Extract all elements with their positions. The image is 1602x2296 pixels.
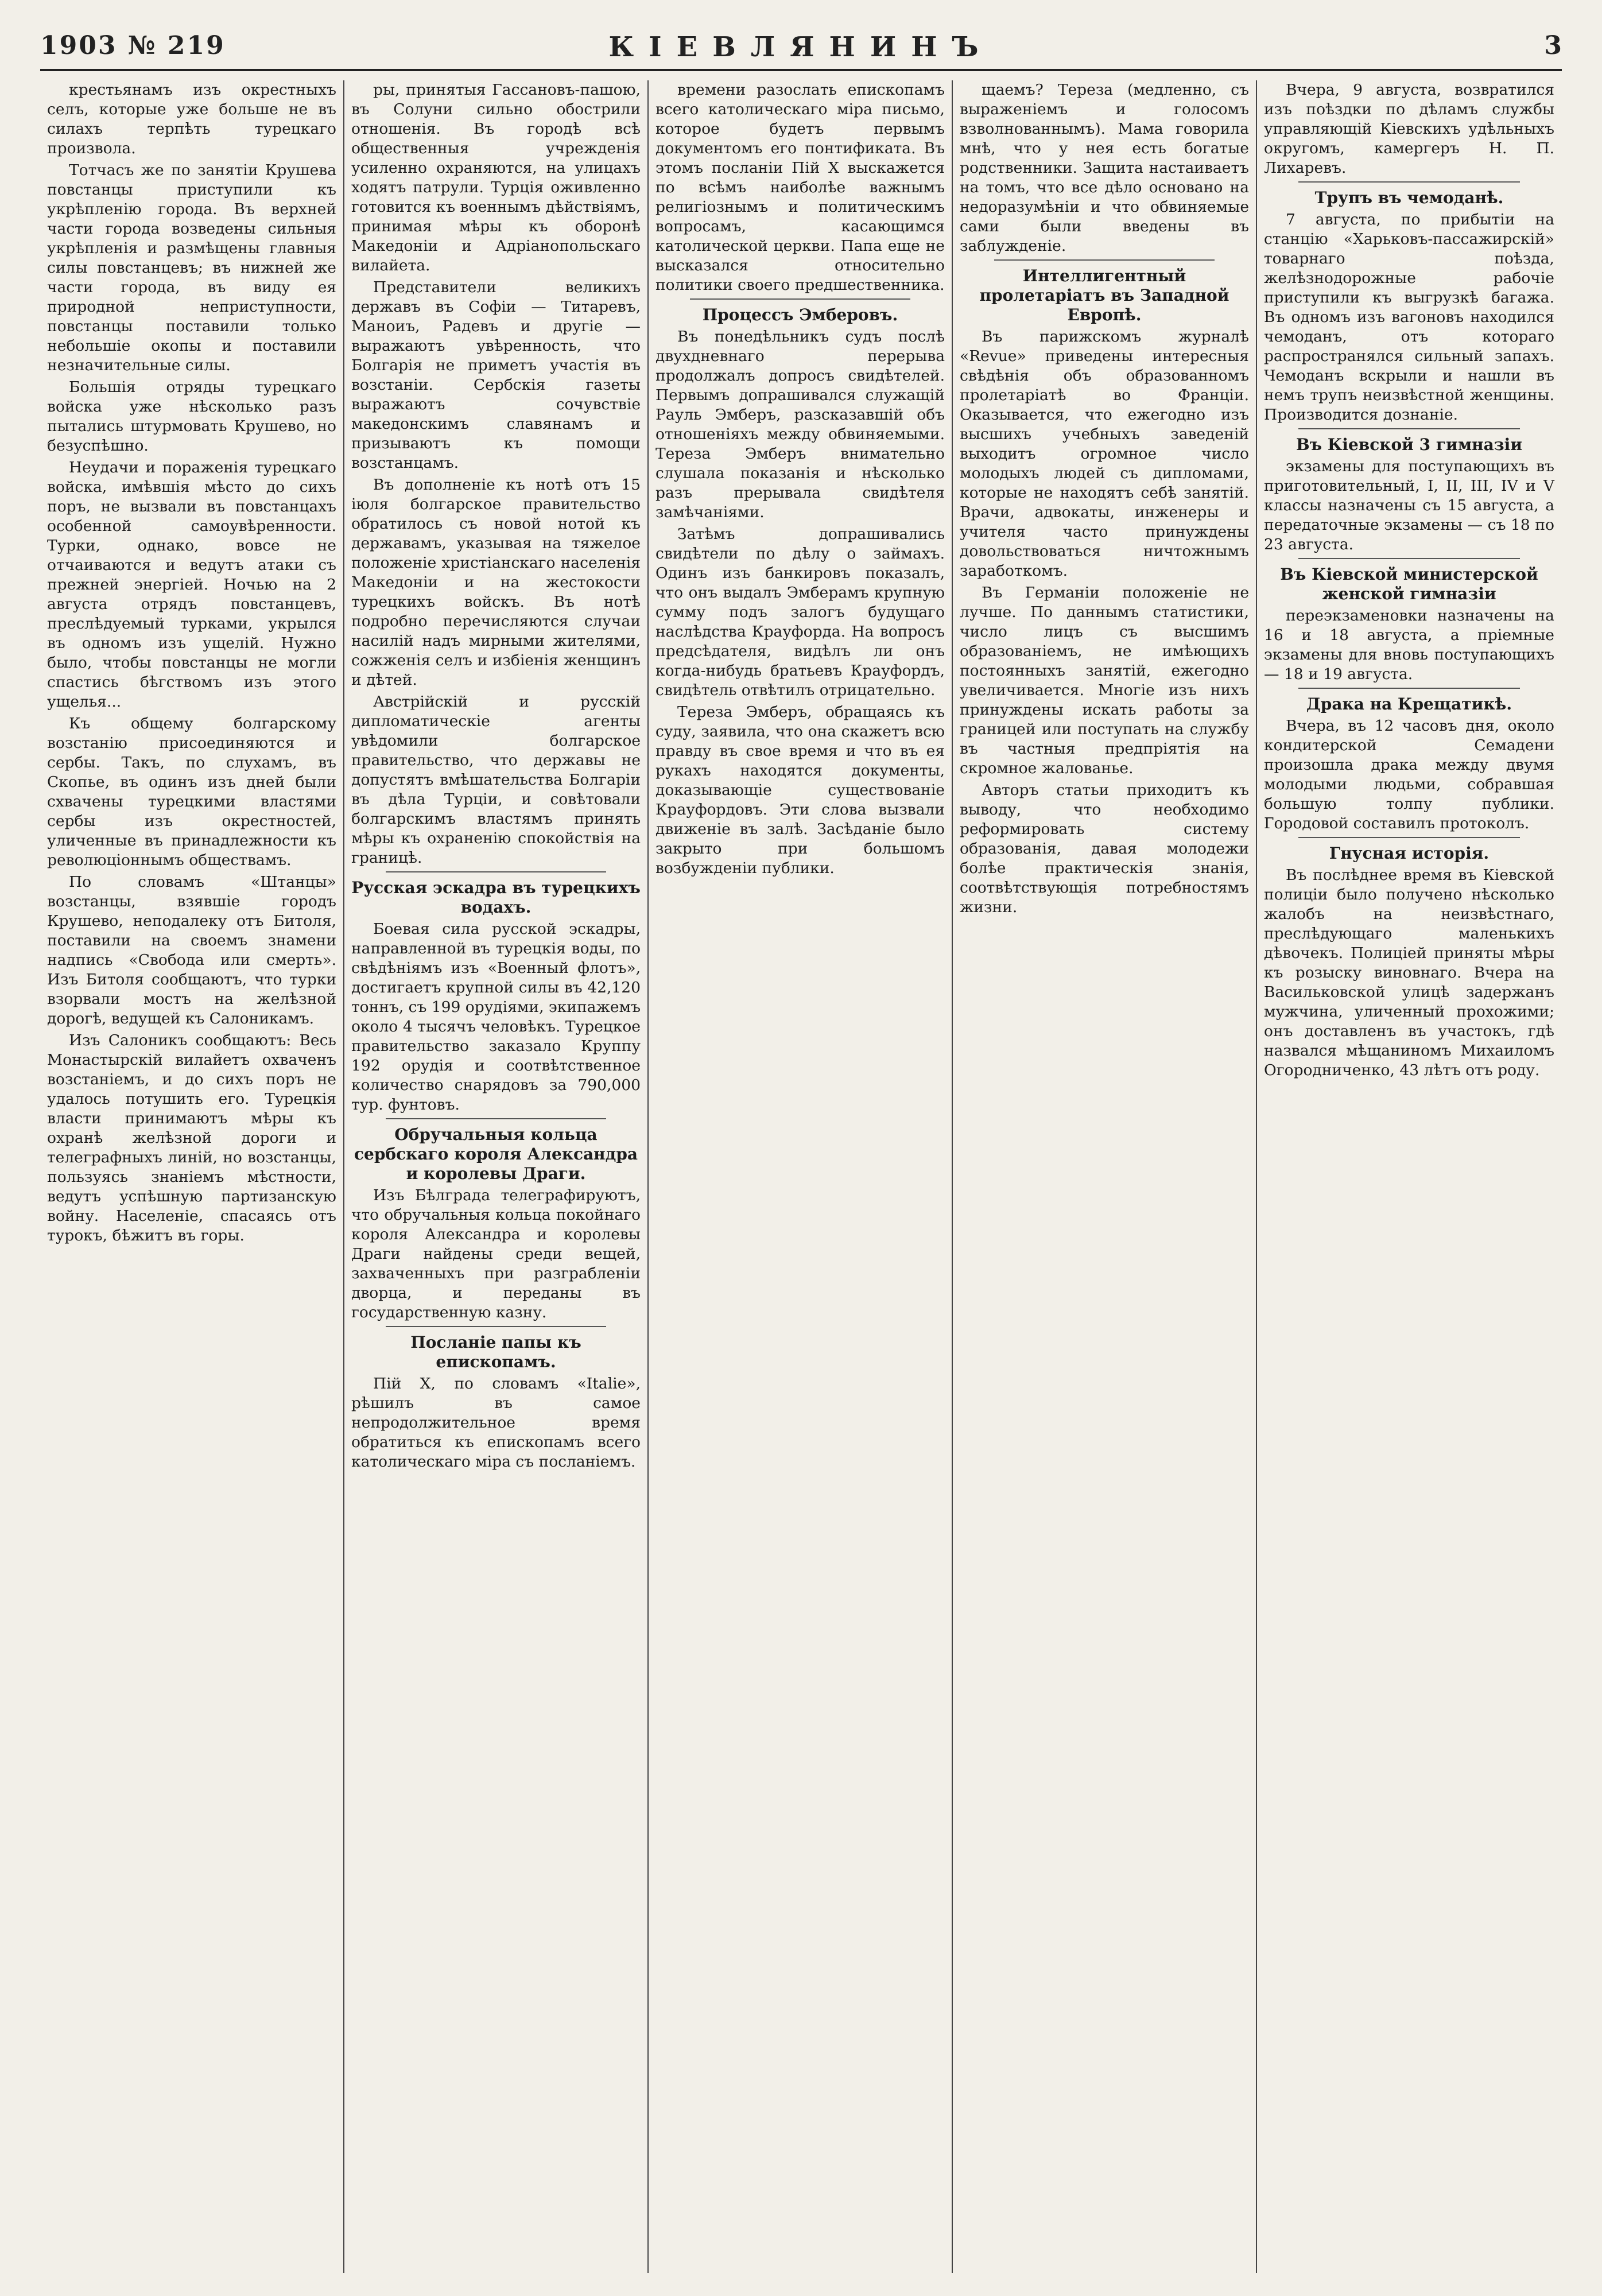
article xyxy=(1264,844,1554,1080)
article xyxy=(1264,695,1554,833)
article xyxy=(1264,80,1554,178)
article-headline: Драка на Крещатикѣ. xyxy=(1306,695,1512,713)
article-paragraph: времени разослать епископамъ всего католическаго міра письмо, которое будетъ первымъ документомъ его понтификата. Въ этомъ посланіи Пій X выскажется по всѣмъ наиболѣе важнымъ религіознымъ и политическимъ вопросамъ, касающимся католической церкви. Папа еще не высказался относительно политики своего предшественника. xyxy=(655,81,945,294)
column-5 xyxy=(1257,80,1561,2273)
article-headline: Гнусная исторія. xyxy=(1329,844,1489,863)
article-paragraph: Тереза Эмберъ, обращаясь къ суду, заявила, что она скажетъ всю правду въ свое время и что въ ея рукахъ находятся документы, доказывающіе существованіе Крауфордовъ. Эти слова вызвали движеніе въ залѣ. Засѣданіе было закрыто при большомъ возбужденіи публики. xyxy=(655,703,945,877)
article-paragraph: Тотчасъ же по занятіи Крушева повстанцы приступили къ укрѣпленію города. Въ верхней части города возведены сильныя укрѣпленія и размѣщены главныя силы повстанцевъ; въ нижней же части города, въ виду ея природной неприступности, повстанцы поставили только небольшіе окопы и поставили незначительные силы. xyxy=(47,161,336,374)
article-headline: Процессъ Эмберовъ. xyxy=(702,305,898,324)
page-number: 3 xyxy=(1544,31,1562,60)
article-paragraph: Въ дополненіе къ нотѣ отъ 15 іюля болгарское правительство обратилось съ новой нотой къ державамъ, указывая на тяжелое положеніе христіанскаго населенія Македоніи и на жестокости турецкихъ войскъ. Въ нотѣ подробно перечисляются случаи насилій надъ мирными жителями, сожженія селъ и избіенія женщинъ и дѣтей. xyxy=(351,476,641,689)
article xyxy=(1264,435,1554,554)
article-paragraph: ры, принятыя Гассановъ-пашою, въ Солуни сильно обострили отношенія. Въ городѣ всѣ общественныя учрежденія усиленно охраняются, на улицахъ ходятъ патрули. Турція оживленно готовится къ военнымъ дѣйствіямъ, принимая мѣры къ оборонѣ Македоніи и Адріанопольскаго вилайета. xyxy=(351,81,641,274)
article-paragraph: 7 августа, по прибытіи на станцію «Харьковъ-пассажирскій» товарнаго поѣзда, желѣзнодорожные рабочіе приступили къ выгрузкѣ багажа. Въ одномъ изъ вагоновъ находился чемоданъ, отъ котораго распространялся сильный запахъ. Чемоданъ вскрыли и нашли въ немъ трупъ неизвѣстной женщины. Производится дознаніе. xyxy=(1264,211,1554,424)
article-paragraph: По словамъ «Штанцы» возстанцы, взявшіе городъ Крушево, неподалеку отъ Битоля, поставили на своемъ знамени надпись «Свобода или смерть». Изъ Битоля сообщаютъ, что турки взорвали мостъ на желѣзной дорогѣ, ведущей къ Салоникамъ. xyxy=(47,873,336,1027)
issue-number: 1903 № 219 xyxy=(40,31,226,60)
article xyxy=(655,305,945,878)
text-columns xyxy=(40,80,1562,2273)
article-paragraph: переэкзаменовки назначены на 16 и 18 августа, а пріемные экзамены для вновь поступающихъ — 18 и 19 августа. xyxy=(1264,607,1554,683)
article-divider xyxy=(994,259,1215,261)
article xyxy=(351,1125,641,1322)
article-paragraph: Представители великихъ державъ въ Софіи — Титаревъ, Маноиъ, Радевъ и другіе — выражаютъ увѣренность, что Болгарія не приметъ участія въ возстаніи. Сербскія газеты выражаютъ сочувствіе македонскимъ славянамъ и призываютъ къ помощи возстанцамъ. xyxy=(351,278,641,472)
article-paragraph: Въ понедѣльникъ судъ послѣ двухдневнаго перерыва продолжалъ допросъ свидѣтелей. Первымъ допрашивался служащій Рауль Эмберъ, разсказавшій объ отношеніяхъ между обвиняемыми. Тереза Эмберъ внимательно слушала показанія и нѣсколько разъ прерывала свидѣтеля замѣчаніями. xyxy=(655,328,945,521)
article xyxy=(1264,565,1554,684)
article xyxy=(1264,188,1554,425)
article-divider xyxy=(1298,688,1520,689)
article-divider xyxy=(690,298,910,300)
column-3 xyxy=(649,80,953,2273)
article-paragraph: Большія отряды турецкаго войска уже нѣсколько разъ пытались штурмовать Крушево, но безуспѣшно. xyxy=(47,378,336,455)
article-paragraph: Въ Германіи положеніе не лучше. По даннымъ статистики, число лицъ съ высшимъ образованіемъ, не имѣющихъ постоянныхъ занятій, ежегодно увеличивается. Многіе изъ нихъ принуждены искать работы за границей или поступать на службу въ частныя предпріятія на скромное жалованье. xyxy=(960,584,1249,777)
article-paragraph: Вчера, въ 12 часовъ дня, около кондитерской Семадени произошла драка между двумя молодыми людьми, собравшая большую толпу публики. Городовой составилъ протоколъ. xyxy=(1264,717,1554,832)
column-2 xyxy=(344,80,649,2273)
article-paragraph: крестьянамъ изъ окрестныхъ селъ, которые уже больше не въ силахъ терпѣть турецкаго произвола. xyxy=(47,81,336,157)
article-paragraph: Австрійскій и русскій дипломатическіе агенты увѣдомили болгарское правительство, что державы не допустятъ вмѣшательства Болгаріи въ дѣла Турціи, и совѣтовали болгарскимъ властямъ принять мѣры къ охраненію спокойствія на границѣ. xyxy=(351,693,641,867)
article-paragraph: Вчера, 9 августа, возвратился изъ поѣздки по дѣламъ службы управляющій Кіевскихъ удѣльныхъ округомъ, камергеръ Н. П. Лихаревъ. xyxy=(1264,81,1554,177)
column-1 xyxy=(40,80,344,2273)
article-headline: Интеллигентный пролетаріатъ въ Западной Европѣ. xyxy=(979,266,1229,324)
article xyxy=(960,266,1249,917)
masthead xyxy=(40,23,1562,71)
article xyxy=(351,1333,641,1472)
article-divider xyxy=(1298,558,1520,559)
article-paragraph: экзамены для поступающихъ въ приготовительный, I, II, III, IV и V классы назначены съ 15 августа, а передаточные экзамены — съ 18 по 23 августа. xyxy=(1264,457,1554,553)
article xyxy=(47,80,336,1246)
article-paragraph: Затѣмъ допрашивались свидѣтели по дѣлу о займахъ. Одинъ изъ банкировъ показалъ, что онъ выдалъ Эмберамъ крупную сумму подъ залогъ будущаго наслѣдства Крауфорда. На вопросъ предсѣдателя, видѣлъ ли онъ когда-нибудь братьевъ Крауфордъ, свидѣтель отвѣтилъ отрицательно. xyxy=(655,525,945,699)
article-paragraph: Авторъ статьи приходитъ къ выводу, что необходимо реформировать систему образованія, давая молодежи болѣе практическія знанія, соотвѣтствующія потребностямъ жизни. xyxy=(960,781,1249,916)
article-headline: Обручальныя кольца сербскаго короля Александра и королевы Драги. xyxy=(354,1125,638,1183)
newspaper-title: КІЕВЛЯНИНЪ xyxy=(608,31,994,63)
article-paragraph: Боевая сила русской эскадры, направленной въ турецкія воды, по свѣдѣніямъ изъ «Военный флотъ», достигаетъ крупной силы въ 42,120 тоннъ, съ 199 орудіями, экипажемъ около 4 тысячъ человѣкъ. Турецкое правительство заказало Круппу 192 орудія и соотвѣтственное количество снарядовъ за 790,000 тур. фунтовъ. xyxy=(351,920,641,1114)
article-headline: Въ Кіевской 3 гимназіи xyxy=(1295,435,1523,454)
article-divider xyxy=(1298,181,1520,183)
article-paragraph: Къ общему болгарскому возстанію присоединяются и сербы. Такъ, по слухамъ, въ Скопье, въ одинъ изъ дней были схвачены турецкими властями сербы изъ окрестностей, уличенные въ принадлежности къ революціоннымъ обществамъ. xyxy=(47,715,336,869)
article-paragraph: Неудачи и пораженія турецкаго войска, имѣвшія мѣсто до сихъ поръ, не вызвали въ повстанцахъ особенной самоувѣренности. Турки, однако, вовсе не отчаиваются и ведутъ атаки съ прежней энергіей. Ночью на 2 августа отрядъ повстанцевъ, преслѣдуемый турками, укрылся въ одномъ изъ ущелій. Нужно было, чтобы повстанцы не могли спастись бѣгствомъ изъ этого ущелья... xyxy=(47,459,336,711)
article-headline: Въ Кіевской министерской женской гимназіи xyxy=(1280,565,1538,603)
article-headline: Посланіе папы къ епископамъ. xyxy=(410,1333,581,1371)
article xyxy=(351,80,641,868)
article-divider xyxy=(386,1118,606,1119)
article-headline: Русская эскадра въ турецкихъ водахъ. xyxy=(351,878,641,917)
article-divider xyxy=(1298,428,1520,429)
article-paragraph: щаемъ? Тереза (медленно, съ выраженіемъ и голосомъ взволнованнымъ). Мама говорила мнѣ, что у нея есть богатые родственники. Защита настаиваетъ на томъ, что все дѣло основано на недоразумѣніи и что обвиняемые сами были введены въ заблужденіе. xyxy=(960,81,1249,255)
article-paragraph: Въ парижскомъ журналѣ «Revue» приведены интересныя свѣдѣнія объ образованномъ пролетаріатѣ во Франціи. Оказывается, что ежегодно изъ высшихъ учебныхъ заведеній выходитъ огромное число молодыхъ людей съ дипломами, которые не находятъ себѣ занятій. Врачи, адвокаты, инженеры и учителя часто принуждены довольствоваться ничтожнымъ заработкомъ. xyxy=(960,328,1249,580)
article-divider xyxy=(386,1326,606,1327)
article xyxy=(351,878,641,1115)
article xyxy=(655,80,945,295)
article xyxy=(960,80,1249,256)
article-headline: Трупъ въ чемоданѣ. xyxy=(1314,188,1504,207)
article-divider xyxy=(386,871,606,872)
article-paragraph: Изъ Бѣлграда телеграфируютъ, что обручальныя кольца покойнаго короля Александра и королевы Драги найдены среди вещей, захваченныхъ при разграбленіи дворца, и переданы въ государственную казну. xyxy=(351,1186,641,1321)
article-divider xyxy=(1298,837,1520,838)
article-paragraph: Въ послѣднее время въ Кіевской полиціи было получено нѣсколько жалобъ на неизвѣстнаго, преслѣдующаго маленькихъ дѣвочекъ. Полиціей приняты мѣры къ розыску виновнаго. Вчера на Васильковской улицѣ задержанъ мужчина, уличенный прохожими; онъ доставленъ въ участокъ, гдѣ назвался мѣщаниномъ Михаиломъ Огородниченко, 43 лѣтъ отъ роду. xyxy=(1264,866,1554,1079)
column-4 xyxy=(953,80,1257,2273)
article-paragraph: Изъ Салоникъ сообщаютъ: Весь Монастырскій вилайетъ охваченъ возстаніемъ, и до сихъ поръ не удалось потушить его. Турецкія власти принимаютъ мѣры къ охранѣ желѣзной дороги и телеграфныхъ линій, но возстанцы, пользуясь знаніемъ мѣстности, ведутъ успѣшную партизанскую войну. Населеніе, спасаясь отъ турокъ, бѣжитъ въ горы. xyxy=(47,1031,336,1244)
article-paragraph: Пій X, по словамъ «Italie», рѣшилъ въ самое непродолжительное время обратиться къ епископамъ всего католическаго міра съ посланіемъ. xyxy=(351,1375,641,1471)
